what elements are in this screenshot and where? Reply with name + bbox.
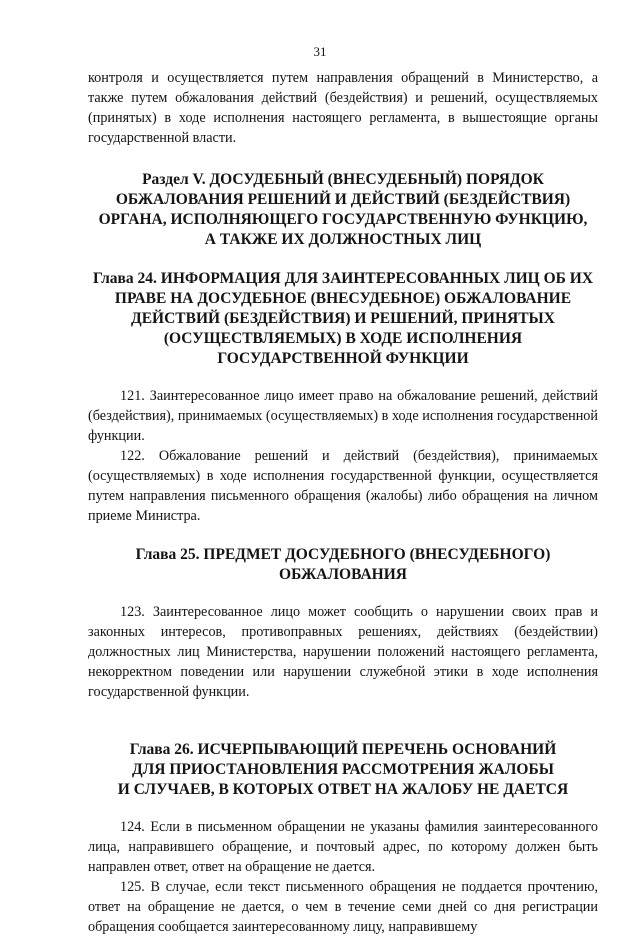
paragraph-124: 124. Если в письменном обращении не указаны фамилия заинтересованного лица, направившего обращение, и почтовый адрес, по которому должен быть направлен ответ, ответ на обращение не дается. (88, 819, 598, 875)
chapter-25-heading (88, 545, 598, 585)
paragraph-122: 122. Обжалование решений и действий (бездействия), принимаемых (осуществляемых) в ходе исполнения государственной функции, осуществляется путем направления письменного обращения (жалобы) либо обращения на личном приеме Министра. (88, 448, 598, 524)
heading-line: А ТАКЖЕ ИХ ДОЛЖНОСТНЫХ ЛИЦ (204, 231, 482, 248)
section-5-heading (88, 170, 598, 250)
heading-line: Глава 25. ПРЕДМЕТ ДОСУДЕБНОГО (ВНЕСУДЕБНОГО) (135, 546, 551, 563)
heading-line: ОРГАНА, ИСПОЛНЯЮЩЕГО ГОСУДАРСТВЕННУЮ ФУНКЦИЮ, (98, 211, 588, 228)
heading-line: ДЛЯ ПРИОСТАНОВЛЕНИЯ РАССМОТРЕНИЯ ЖАЛОБЫ (132, 761, 554, 778)
heading-line: Глава 24. ИНФОРМАЦИЯ ДЛЯ ЗАИНТЕРЕСОВАННЫХ ЛИЦ ОБ ИХ (92, 270, 594, 287)
chapter-24-heading (88, 269, 598, 369)
paragraph-123: 123. Заинтересованное лицо может сообщить о нарушении своих прав и законных интересов, противоправных решениях, действиях (бездействии) должностных лиц Министерства, нарушении положений настоящего регламента, некорректном поведении или нарушении служебной этики в ходе исполнения государственной функции. (88, 604, 598, 700)
chapter-26-heading (88, 740, 598, 800)
heading-line: ГОСУДАРСТВЕННОЙ ФУНКЦИИ (217, 350, 469, 367)
heading-line: И СЛУЧАЕВ, В КОТОРЫХ ОТВЕТ НА ЖАЛОБУ НЕ ДАЕТСЯ (117, 781, 569, 798)
heading-line: Глава 26. ИСЧЕРПЫВАЮЩИЙ ПЕРЕЧЕНЬ ОСНОВАНИЙ (129, 741, 557, 758)
heading-line: ДЕЙСТВИЙ (БЕЗДЕЙСТВИЯ) И РЕШЕНИЙ, ПРИНЯТЫХ (131, 310, 555, 327)
heading-line: (ОСУЩЕСТВЛЯЕМЫХ) В ХОДЕ ИСПОЛНЕНИЯ (163, 330, 523, 347)
heading-line: Раздел V. ДОСУДЕБНЫЙ (ВНЕСУДЕБНЫЙ) ПОРЯДОК (142, 171, 544, 188)
paragraph-121: 121. Заинтересованное лицо имеет право на обжалование решений, действий (бездействия), принимаемых (осуществляемых) в ходе исполнения государственной функции. (88, 388, 598, 444)
intro-paragraph: контроля и осуществляется путем направления обращений в Министерство, а также путем обжалования действий (бездействия) и решений, осуществляемых (принятых) в ходе исполнения настоящего регламента, в вышестоящие органы государственной власти. (88, 70, 598, 146)
page-content (88, 68, 598, 937)
paragraph-125: 125. В случае, если текст письменного обращения не поддается прочтению, ответ на обращение не дается, о чем в течение семи дней со дня регистрации обращения сообщается заинтересованному лицу, направившему (88, 879, 598, 935)
heading-line: ОБЖАЛОВАНИЯ (279, 566, 407, 583)
heading-line: ОБЖАЛОВАНИЯ РЕШЕНИЙ И ДЕЙСТВИЙ (БЕЗДЕЙСТВИЯ) (115, 191, 571, 208)
heading-line: ПРАВЕ НА ДОСУДЕБНОЕ (ВНЕСУДЕБНОЕ) ОБЖАЛОВАНИЕ (114, 290, 572, 307)
page-number: 31 (313, 44, 327, 59)
